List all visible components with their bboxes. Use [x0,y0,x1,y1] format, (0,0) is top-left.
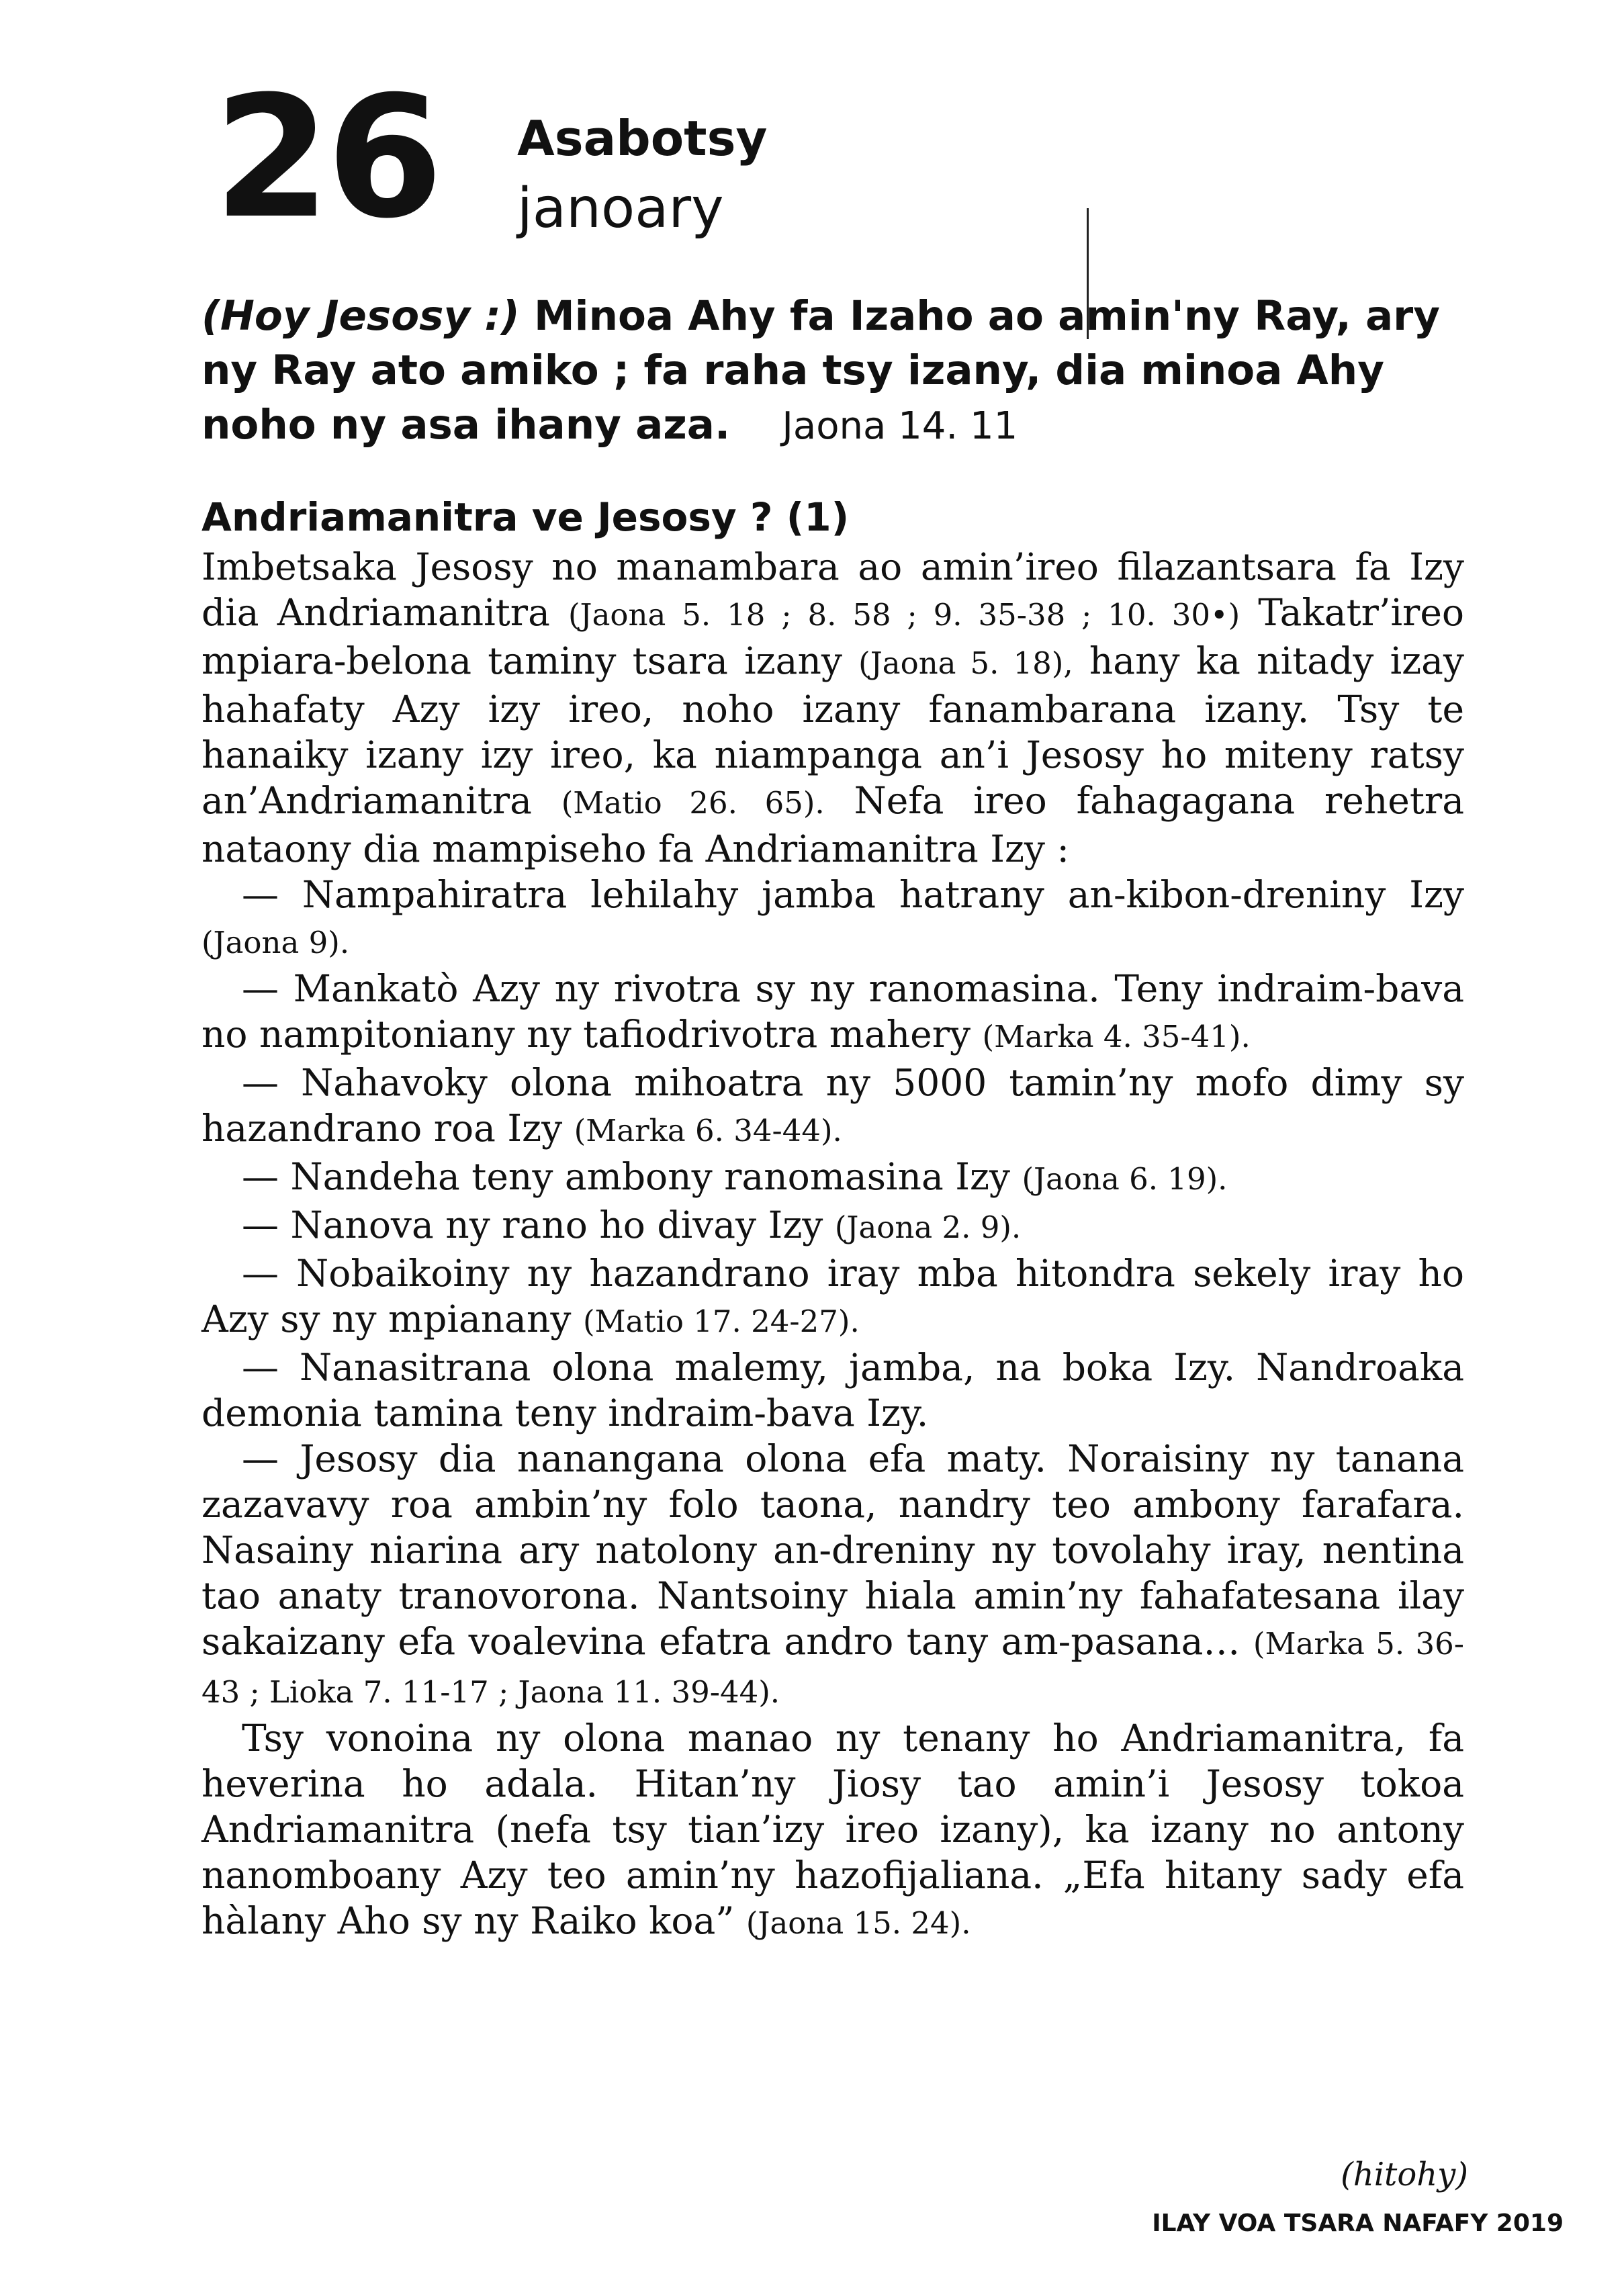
verse-reference: Jaona 14. 11 [782,404,1018,448]
list-item-text: — Jesosy dia nanangana olona efa maty. Noraisiny ny tanana zazavavy roa ambin’ny folo taona, nandry teo ambony farafara. Nasainy niarina ary natolony an-dreniny ny tovolahy iray, nentina tao anaty tranovorona. Nantsoiny hiala amin’ny fahafatesana ilay sakaizany efa voalevina efatra andro tany am-pasana… [201,1437,1464,1663]
list-item [201,1202,1464,1250]
scripture-reference: (Marka 4. 35-41). [982,1019,1251,1054]
daily-verse [201,289,1471,453]
paragraph-text: Nefa ireo fahagagana rehetra nataony dia mampiseho fa Andriamanitra Izy : [201,779,1464,870]
scripture-reference: (Jaona 15. 24). [746,1905,971,1941]
scripture-reference: (Jaona 2. 9). [834,1210,1022,1245]
list-item [201,1250,1464,1345]
list-item-text: — Nobaikoiny ny hazandrano iray mba hitondra sekely iray ho Azy sy ny mpianany [201,1252,1464,1340]
scripture-reference: (Matio 26. 65). [561,785,825,821]
list-item-text: — Nandeha teny ambony ranomasina Izy [242,1155,1022,1198]
paragraph-text: Takatr’ireo mpiara-belona taminy tsara izany [201,591,1465,682]
list-item [201,1436,1464,1715]
footer-title: ILAY VOA TSARA NAFAFY 2019 [1152,2210,1564,2237]
paragraph [201,1715,1464,1946]
scripture-reference: (Jaona 5. 18), [858,645,1073,681]
scripture-reference: (Jaona 5. 18 ; 8. 58 ; 9. 35-38 ; 10. 30•) [568,597,1240,633]
scripture-reference: (Jaona 9). [201,925,350,960]
list-item [201,1060,1464,1154]
scripture-reference: (Marka 6. 34-44). [574,1113,842,1148]
body-text [201,544,1464,1946]
list-item-text: — Nampahiratra lehilahy jamba hatrany an-kibon-dreniny Izy [242,873,1464,916]
weekday: Asabotsy [517,110,768,167]
month: janoary [517,177,724,240]
scripture-reference: (Jaona 6. 19). [1022,1161,1228,1197]
section-title: Andriamanitra ve Jesosy ? (1) [201,494,850,540]
list-item [201,872,1464,966]
paragraph-text: Tsy vonoina ny olona manao ny tenany ho Andriamanitra, fa heverina ho adala. Hitan’ny Jiosy tao amin’i Jesosy tokoa Andriamanitra (nefa tsy tian’izy ireo izany), ka izany no antony nanomboany Azy teo amin’ny hazofijaliana. „Efa hitany sady efa hàlany Aho sy ny Raiko koa” [201,1717,1464,1942]
list-item-text: — Mankatò Azy ny rivotra sy ny ranomasina. Teny indraim-bava no nampitoniany ny tafiodrivotra mahery [201,967,1464,1056]
list-item [201,1154,1464,1202]
verse-speaker: (Hoy Jesosy :) [201,292,520,340]
paragraph-text: Imbetsaka Jesosy no manambara ao amin’ireo filazantsara fa Izy dia Andriamanitra [201,545,1464,634]
paragraph-text: hany ka nitady izay hahafaty Azy izy ireo, noho izany fanambarana izany. Tsy te hanaiky izany izy ireo, ka niampanga an’i Jesosy ho miteny ratsy an’Andriamanitra [201,639,1464,822]
scripture-reference: (Matio 17. 24-27). [582,1304,860,1339]
continued-note: (hitohy) [1341,2156,1468,2193]
list-item [201,1345,1464,1436]
verse-text: Minoa Ahy fa Izaho ao amin'ny Ray, ary ny Ray ato amiko ; fa raha tsy izany, dia minoa Ahy noho ny asa ihany aza. [201,292,1440,449]
list-item-text: — Nahavoky olona mihoatra ny 5000 tamin’ny mofo dimy sy hazandrano roa Izy [201,1061,1464,1150]
scripture-reference: (Marka 5. 36-43 ; Lioka 7. 11-17 ; Jaona 11. 39-44). [201,1626,1465,1710]
day-number: 26 [214,60,439,255]
list-item [201,966,1464,1060]
date-header [214,60,885,262]
list-item-text: — Nanasitrana olona malemy, jamba, na boka Izy. Nandroaka demonia tamina teny indraim-bava Izy. [201,1346,1464,1435]
list-item-text: — Nanova ny rano ho divay Izy [242,1203,835,1246]
paragraph [201,544,1464,872]
